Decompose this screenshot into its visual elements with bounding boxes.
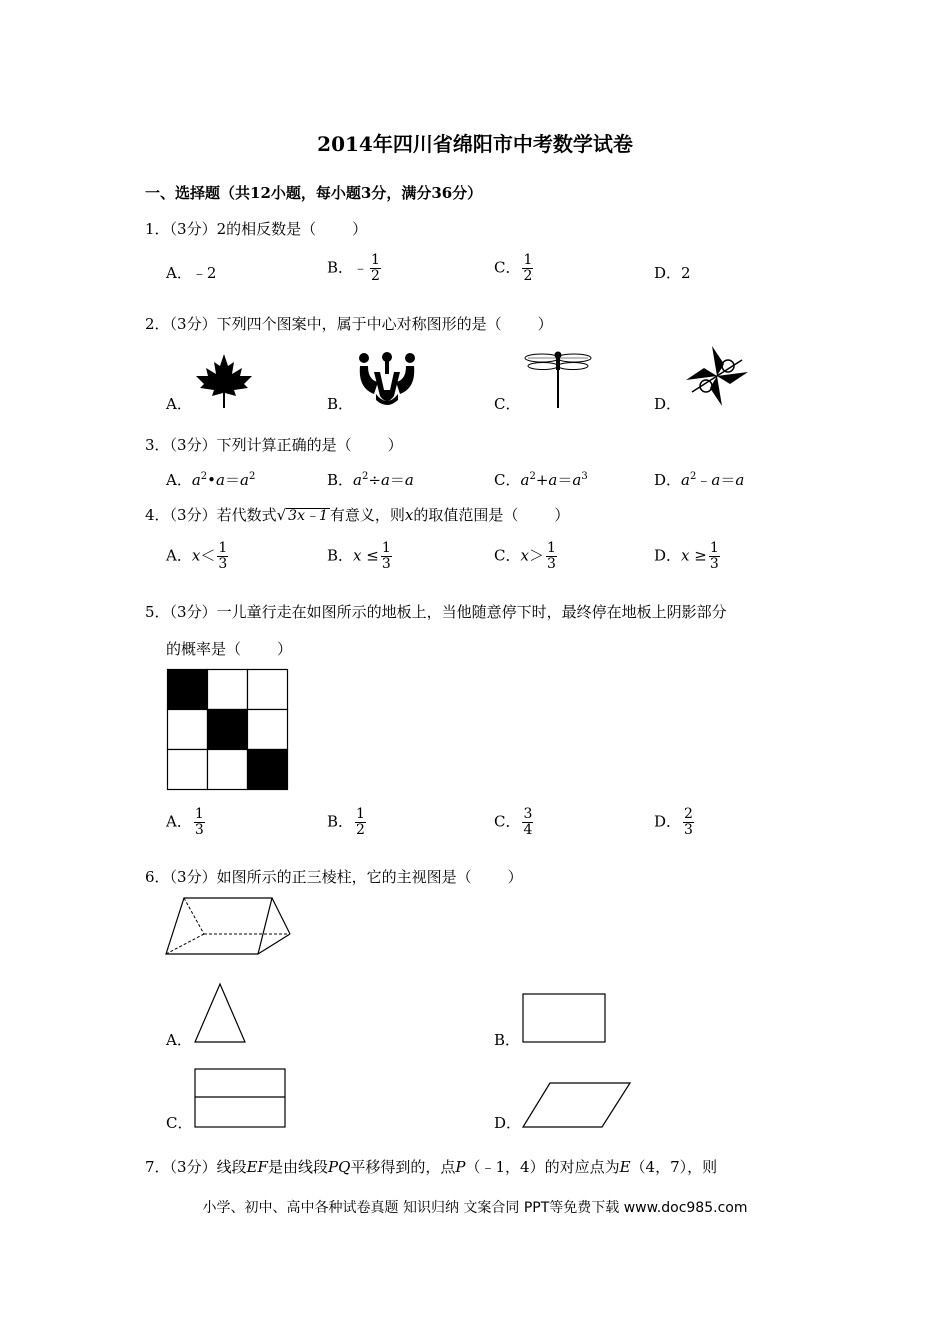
q4-option-c[interactable]: C．x＞ $\frac{1}{3}$ xyxy=(494,540,556,572)
question-6-stem xyxy=(145,866,523,887)
option-fraction xyxy=(522,253,533,284)
question-text: 的概率是（ xyxy=(166,640,242,658)
question-text: 2的相反数是（ xyxy=(216,220,317,238)
question-number: 3． xyxy=(145,436,170,454)
q1-option-b[interactable] xyxy=(327,253,383,284)
question-number: 1． xyxy=(145,220,170,238)
q1-option-a[interactable] xyxy=(166,262,216,283)
option-label: C． xyxy=(494,258,521,277)
q5-option-b[interactable] xyxy=(327,807,368,838)
q2-option-d[interactable]: D． xyxy=(654,395,682,413)
point-name: P xyxy=(455,1158,466,1176)
blank-tile xyxy=(248,670,288,710)
option-label: A． xyxy=(166,471,192,489)
question-score: （3分） xyxy=(169,315,217,333)
question-text: 线段 xyxy=(216,1158,247,1176)
question-text: 下列计算正确的是（ xyxy=(216,436,352,454)
q4-option-a[interactable]: A．x＜ $\frac{1}{3}$ xyxy=(166,540,228,572)
segment-name: EF xyxy=(246,1158,268,1176)
option-label: C． xyxy=(494,812,521,831)
blank-tile xyxy=(168,710,208,750)
q2-option-b[interactable]: B． xyxy=(327,395,354,413)
page-title: 2014年四川省绵阳市中考数学试卷 xyxy=(317,132,633,156)
option-fraction: $\frac{1}{3}$ xyxy=(546,540,556,572)
variable: x xyxy=(404,506,414,524)
question-5-stem-line2 xyxy=(166,638,292,659)
q6-option-b[interactable]: B． xyxy=(494,1031,521,1049)
q5-option-d[interactable] xyxy=(654,807,696,838)
option-fraction: $\frac{1}{3}$ xyxy=(194,806,204,838)
question-score: （3分） xyxy=(169,603,217,621)
question-score: （3分） xyxy=(169,220,217,238)
option-label: D． xyxy=(654,264,682,282)
q6-option-a[interactable]: A． xyxy=(166,1031,192,1049)
question-score: （3分） xyxy=(169,868,217,886)
q6-option-d[interactable]: D． xyxy=(494,1114,522,1132)
question-text: 是由线段 xyxy=(267,1158,328,1176)
shaded-tile xyxy=(208,710,248,750)
option-fraction: $\frac{2}{3}$ xyxy=(684,806,693,838)
segment-name: PQ xyxy=(327,1158,351,1176)
question-4-stem: 4．（3分）若代数式√ 3x﹣1 有意义，则x的取值范围是（ ） xyxy=(145,506,570,524)
parallelogram-shape[interactable] xyxy=(522,1082,632,1128)
question-number: 4． xyxy=(145,506,170,524)
triangle-shape[interactable] xyxy=(194,983,246,1043)
shaded-tile xyxy=(168,670,208,710)
q3-option-b[interactable]: B．$a^2\div a=a$ xyxy=(327,471,414,489)
option-text: 2 xyxy=(681,264,691,282)
split-rectangle-shape[interactable] xyxy=(194,1068,286,1128)
footer-text[interactable]: 小学、初中、高中各种试卷真题 知识归纳 文案合同 PPT等免费下载 www.doc985.com xyxy=(202,1200,748,1216)
question-paren-close: ） xyxy=(387,436,403,454)
q6-option-c[interactable]: C． xyxy=(166,1114,193,1132)
fraction-numerator: 1 xyxy=(371,252,380,268)
question-paren-close: ） xyxy=(352,220,368,238)
question-text: 平移得到的，点 xyxy=(350,1158,456,1176)
blank-tile xyxy=(248,710,288,750)
question-text: （﹣1，4）的对应点为 xyxy=(465,1158,620,1176)
option-fraction: $\frac{1}{3}$ xyxy=(709,540,719,572)
q5-option-a[interactable] xyxy=(166,807,207,838)
option-label: A． xyxy=(166,546,192,565)
q2-option-a[interactable]: A． xyxy=(166,395,192,413)
question-number: 5． xyxy=(145,603,170,621)
option-fraction: $\frac{1}{3}$ xyxy=(218,540,228,572)
question-number: 6． xyxy=(145,868,170,886)
blank-tile xyxy=(168,750,208,790)
point-name: E xyxy=(619,1158,631,1176)
question-text: （4，7），则 xyxy=(630,1158,718,1176)
option-label: B． xyxy=(327,546,354,565)
option-label: B． xyxy=(327,812,354,831)
q4-option-d[interactable]: D．x ≥ $\frac{1}{3}$ xyxy=(654,540,719,572)
blank-tile xyxy=(208,670,248,710)
option-label: C． xyxy=(494,546,521,565)
fraction-denominator: 2 xyxy=(371,268,380,284)
question-paren-close: ） xyxy=(507,868,523,886)
option-label: A． xyxy=(166,812,192,831)
option-sign: ﹣ xyxy=(353,258,369,277)
option-fraction xyxy=(370,253,381,284)
q1-option-d[interactable] xyxy=(654,262,691,283)
option-label: D． xyxy=(654,812,682,831)
q3-option-d[interactable]: D．$a^2﹣a=a$ xyxy=(654,471,745,489)
question-text: 若代数式 xyxy=(216,506,277,524)
question-5-stem xyxy=(145,601,727,622)
question-text: 有意义，则 xyxy=(329,506,405,524)
question-text: 如图所示的正三棱柱，它的主视图是（ xyxy=(216,868,472,886)
option-text: ﹣2 xyxy=(191,264,217,282)
option-fraction: $\frac{1}{3}$ xyxy=(381,540,391,572)
q1-option-c[interactable] xyxy=(494,253,535,284)
question-7-stem xyxy=(145,1156,717,1177)
pinwheel-icon[interactable] xyxy=(684,344,750,408)
question-2-stem xyxy=(145,313,553,334)
question-paren-close: ） xyxy=(554,506,570,524)
fraction-numerator: 1 xyxy=(523,252,533,268)
question-number: 7． xyxy=(145,1158,170,1176)
question-paren-close: ） xyxy=(537,315,553,333)
option-fraction: $\frac{1}{2}$ xyxy=(356,806,365,838)
option-label: D． xyxy=(654,546,682,565)
option-fraction: $\frac{3}{4}$ xyxy=(523,806,533,838)
question-1-stem xyxy=(145,218,367,239)
flower-emblem-icon[interactable] xyxy=(356,352,418,408)
question-text: 下列四个图案中，属于中心对称图形的是（ xyxy=(216,315,502,333)
dragonfly-icon[interactable] xyxy=(524,348,592,410)
question-paren-close: ） xyxy=(277,640,293,658)
question-text: 的取值范围是（ xyxy=(413,506,519,524)
q3-option-c[interactable]: C．$a^2+a=a^3$ xyxy=(494,471,588,489)
option-label: C． xyxy=(494,471,521,489)
question-number: 2． xyxy=(145,315,170,333)
option-label: B． xyxy=(327,471,354,489)
question-text: 一儿童行走在如图所示的地板上，当他随意停下时，最终停在地板上阴影部分 xyxy=(216,603,727,621)
question-3-stem xyxy=(145,434,403,455)
triangular-prism-figure xyxy=(164,896,292,958)
section-heading: 一、选择题（共12小题，每小题3分，满分36分） xyxy=(145,184,483,202)
q3-option-a[interactable]: A．$a^2•a=a^2$ xyxy=(166,471,256,489)
option-label: D． xyxy=(654,471,682,489)
question-score: （3分） xyxy=(169,1158,217,1176)
radicand: 3x﹣1 xyxy=(288,508,328,524)
question-score: （3分） xyxy=(169,506,217,524)
option-label: A． xyxy=(166,264,192,282)
option-label: B． xyxy=(327,258,354,277)
q5-option-c[interactable] xyxy=(494,807,535,838)
q2-option-c[interactable]: C． xyxy=(494,395,521,413)
rectangle-shape[interactable] xyxy=(522,993,606,1043)
maple-leaf-icon[interactable] xyxy=(194,352,254,408)
floor-grid-figure xyxy=(167,669,288,790)
fraction-denominator: 2 xyxy=(523,268,533,284)
blank-tile xyxy=(208,750,248,790)
shaded-tile xyxy=(248,750,288,790)
question-score: （3分） xyxy=(169,436,217,454)
q4-option-b[interactable]: B．x ≤ $\frac{1}{3}$ xyxy=(327,540,391,572)
